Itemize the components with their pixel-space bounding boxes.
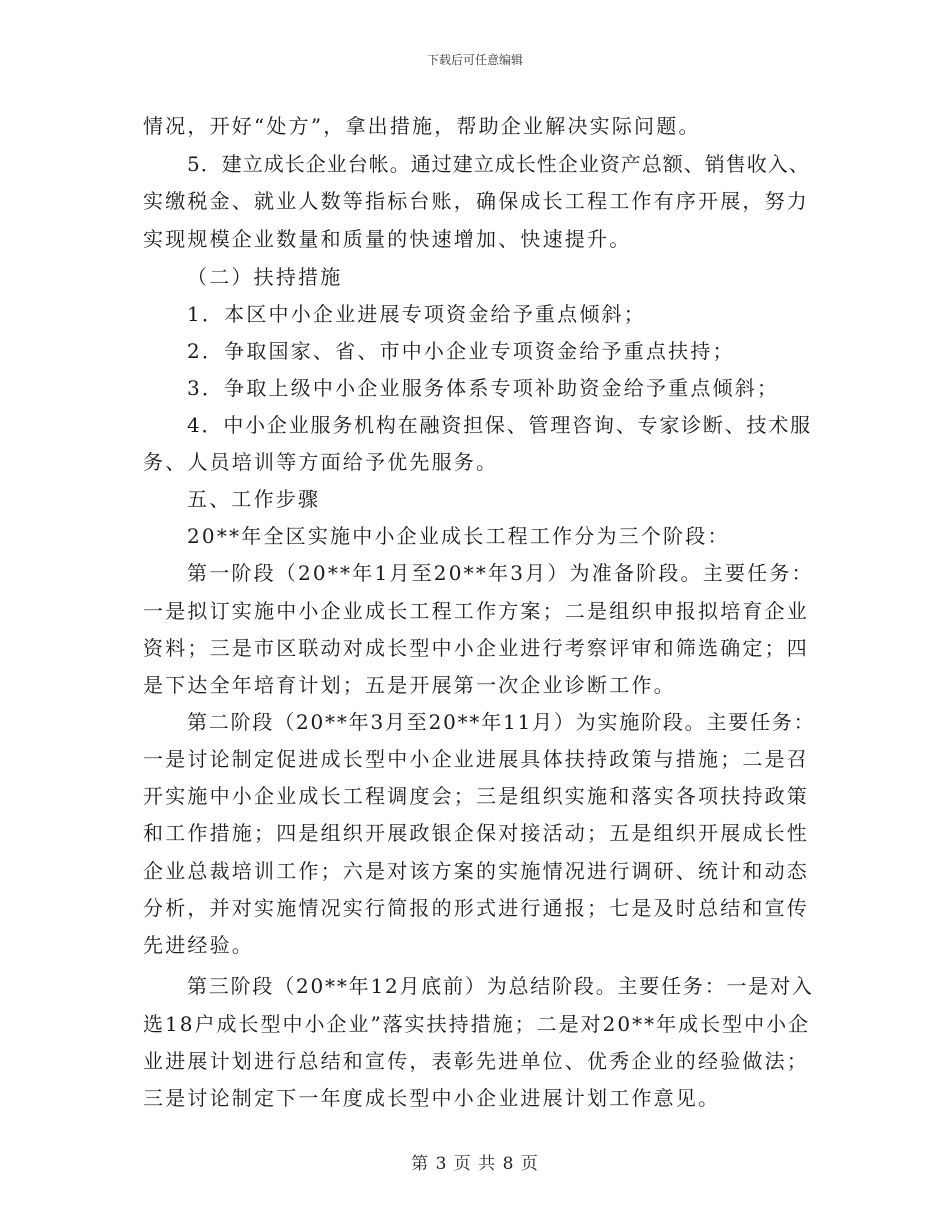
text-line: 3．争取上级中小企业服务体系专项补助资金给予重点倾斜； [187,376,780,400]
page-footer [0,1153,950,1175]
text-line: 第三阶段（20**年12月底前）为总结阶段。主要任务：一是对入 [187,974,814,998]
text-line: 20**年全区实施中小企业成长工程工作分为三个阶段： [187,524,730,548]
text-line: 和工作措施；四是组织开展政银企保对接活动；五是组织开展成长性 [143,821,809,845]
text-line: 三是讨论制定下一年度成长型中小企业进展计划工作意见。 [143,1086,721,1110]
section-heading: 五、工作步骤 [187,487,321,511]
text-line: 情况，开好“处方”，拿出措施，帮助企业解决实际问题。 [143,114,701,138]
text-line: 5．建立成长企业台帐。通过建立成长性企业资产总额、销售收入、 [187,152,810,176]
text-line: 先进经验。 [143,933,254,957]
text-line: 2．争取国家、省、市中小企业专项资金给予重点扶持； [187,339,735,363]
page-number: 第 3 页 共 8 页 [411,1154,539,1174]
text-line: 选18户成长型中小企业”落实扶持措施；二是对20**年成长型中小企 [143,1012,811,1036]
text-line: 实现规模企业数量和质量的快速增加、快速提升。 [143,227,632,251]
text-line: 业进展计划进行总结和宣传，表彰先进单位、优秀企业的经验做法； [143,1049,809,1073]
text-line: 实缴税金、就业人数等指标台账，确保成长工程工作有序开展，努力 [143,189,809,213]
text-line: 分析，并对实施情况实行简报的形式进行通报；七是及时总结和宣传 [143,896,809,920]
text-line: 1．本区中小企业进展专项资金给予重点倾斜； [187,302,646,326]
text-line: 企业总裁培训工作；六是对该方案的实施情况进行调研、统计和动态 [143,859,809,883]
text-line: 一是拟订实施中小企业成长工程工作方案；二是组织申报拟培育企业 [143,599,809,623]
text-line: 务、人员培训等方面给予优先服务。 [143,450,499,474]
text-line: 是下达全年培育计划；五是开展第一次企业诊断工作。 [143,673,676,697]
text-line: 4．中小企业服务机构在融资担保、管理咨询、专家诊断、技术服 [187,413,812,437]
page-header: 下载后可任意编辑 [426,53,523,67]
section-heading: （二）扶持措施 [187,265,343,289]
text-line: 第二阶段（20**年3月至20**年11月）为实施阶段。主要任务： [187,710,816,734]
text-line: 资料；三是市区联动对成长型中小企业进行考察评审和筛选确定；四 [143,636,809,660]
text-line: 开实施中小企业成长工程调度会；三是组织实施和落实各项扶持政策 [143,784,809,808]
text-line: 一是讨论制定促进成长型中小企业进展具体扶持政策与措施；二是召 [143,747,809,771]
text-line: 第一阶段（20**年1月至20**年3月）为准备阶段。主要任务： [187,561,814,585]
